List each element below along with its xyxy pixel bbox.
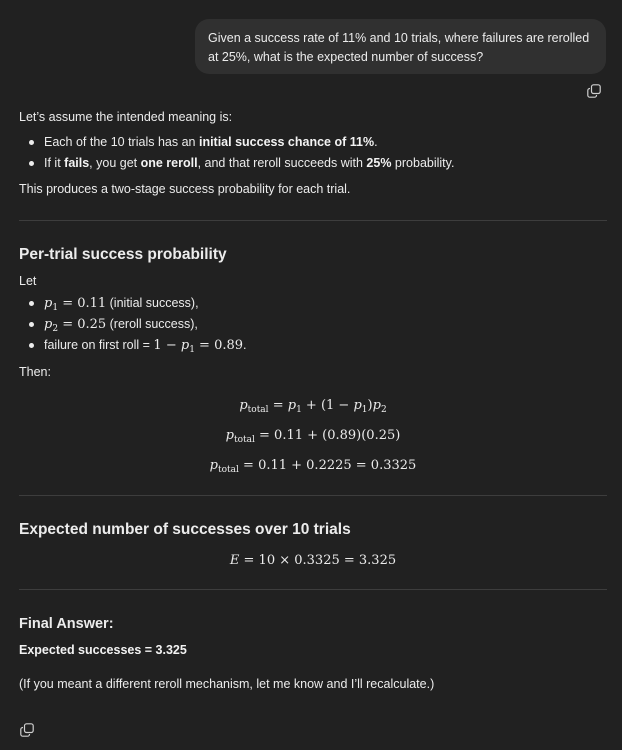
equation-total-substituted: $p_{total} = 0.11 + (0.89)(0.25)$: [225, 428, 401, 445]
recalculate-note: (If you meant a different reroll mechanism, let me know and I’ll recalculate.): [19, 677, 435, 691]
section-heading-final: Final Answer:: [19, 616, 114, 632]
equation-expected: E = 10 × 0.3325 = 3.325: [229, 553, 397, 568]
user-message-bubble: [195, 19, 606, 74]
list-item: $p_2 = 0.25$ (reroll success),: [19, 314, 607, 335]
let-text: Let: [19, 274, 37, 288]
section-heading-expected: Expected number of successes over 10 trials: [19, 521, 351, 538]
final-answer-text: Expected successes = 3.325: [19, 643, 187, 657]
section-heading-per-trial: Per-trial success probability: [19, 246, 227, 263]
list-item: Each of the 10 trials has an initial success chance of 11%.: [19, 132, 607, 153]
equation-total-formula: $p_{total} = p_1 + (1 - p_1)p_2$: [239, 398, 387, 415]
variables-list: [19, 293, 607, 356]
intro-text: Let’s assume the intended meaning is:: [19, 110, 233, 124]
user-message-text: Given a success rate of 11% and 10 trials, where failures are rerolled at 25%, what is the expected number of success?: [208, 31, 590, 64]
list-item: failure on first roll = $1 - p_1 = 0.89$.: [19, 335, 607, 356]
assistant-response: [19, 108, 607, 694]
divider: [19, 220, 607, 221]
equation-block: [19, 395, 607, 477]
list-item: If it fails, you get one reroll, and that reroll succeeds with 25% probability.: [19, 153, 607, 174]
copy-icon[interactable]: [20, 723, 34, 737]
list-item: $p_1 = 0.11$ (initial success),: [19, 293, 607, 314]
divider: [19, 589, 607, 590]
then-text: Then:: [19, 365, 51, 379]
copy-icon[interactable]: [587, 84, 601, 98]
divider: [19, 495, 607, 496]
assumptions-list: [19, 132, 607, 174]
equation-total-result: $p_{total} = 0.11 + 0.2225 = 0.3325$: [209, 458, 417, 475]
two-stage-text: This produces a two-stage success probability for each trial.: [19, 182, 351, 196]
